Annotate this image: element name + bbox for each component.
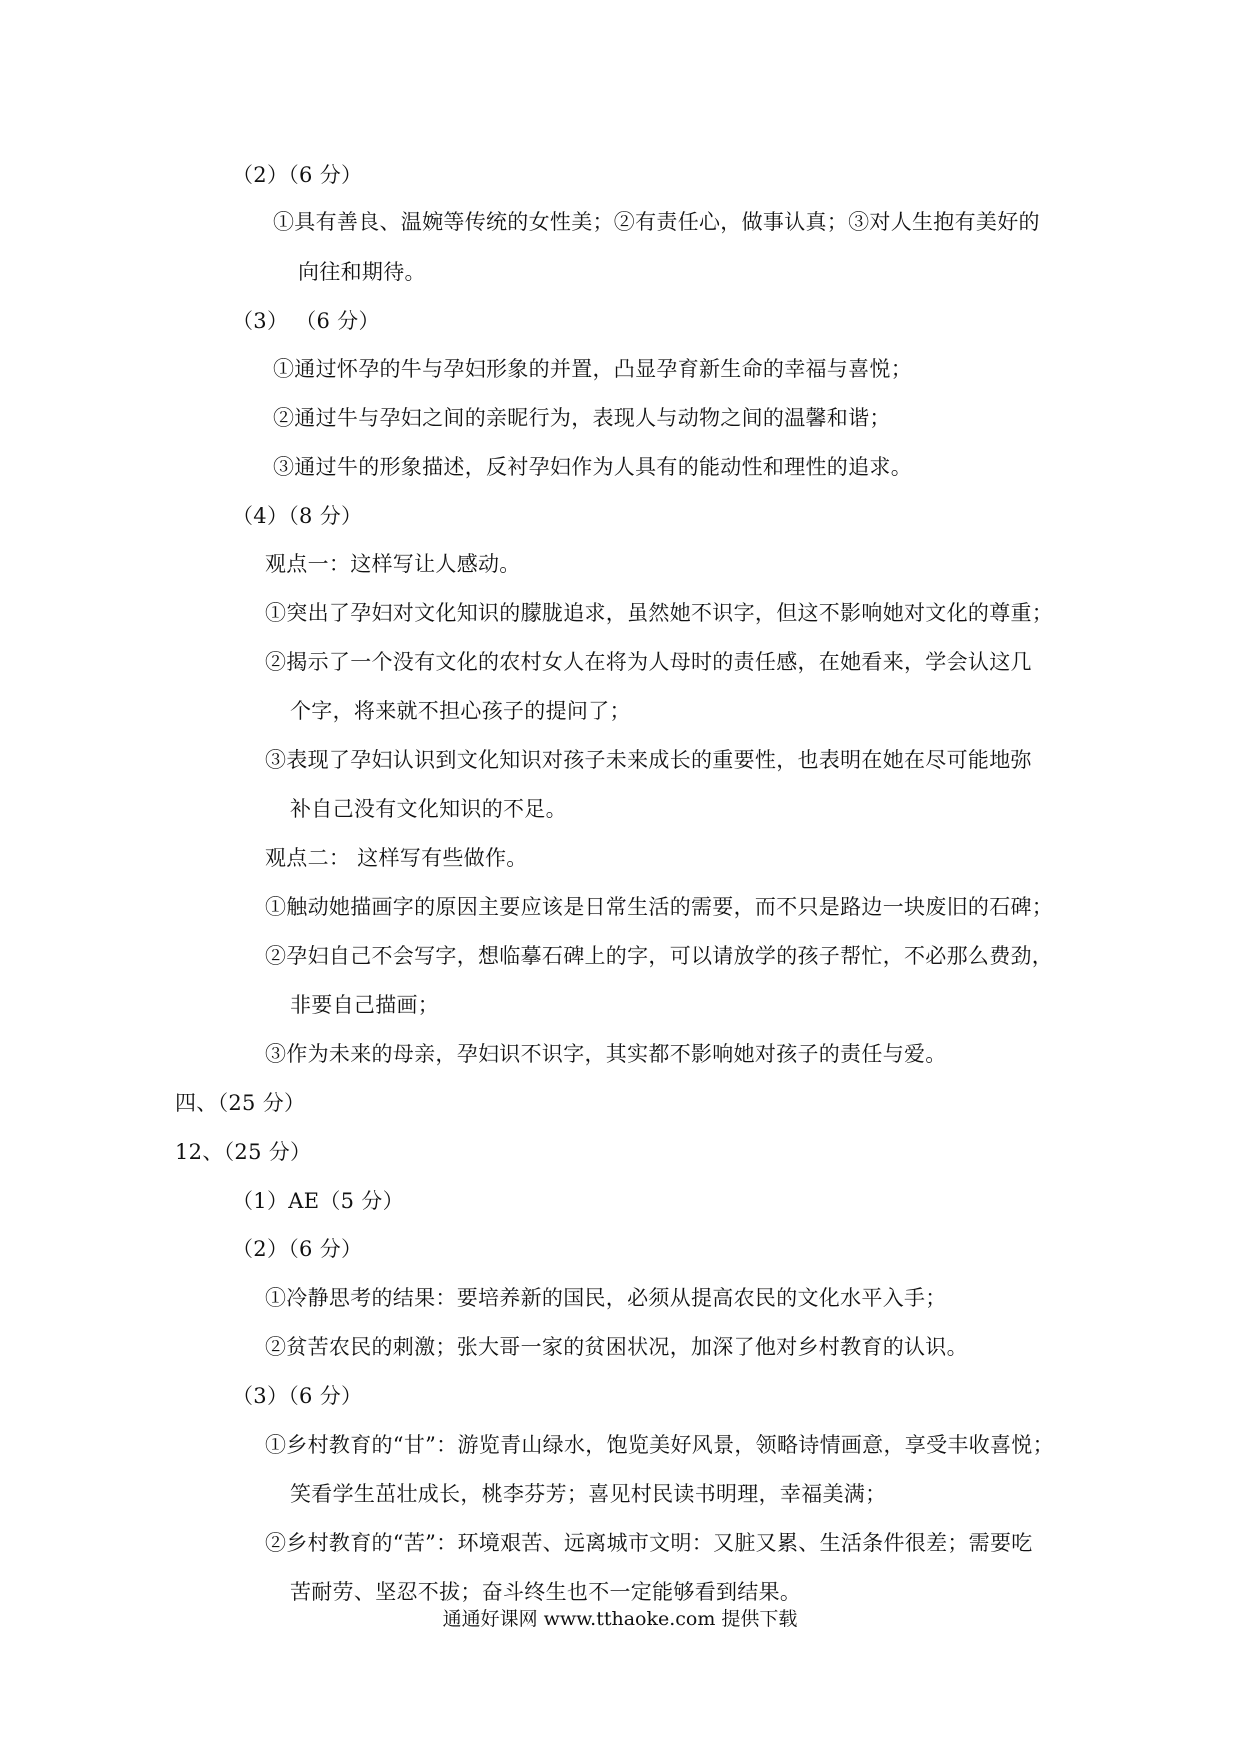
section-header: 四、（25 分） [175,1091,306,1115]
viewpoint-answer-line: ③表现了孕妇认识到文化知识对孩子未来成长的重要性，也表明在她在尽可能地弥 [265,748,1032,772]
viewpoint-answer-line: ①突出了孕妇对文化知识的朦胧追求，虽然她不识字，但这不影响她对文化的尊重； [265,601,1054,625]
q4-header: （4）（8 分） [232,504,363,528]
q12-answer-line: 苦耐劳、坚忍不拔；奋斗终生也不一定能够看到结果。 [290,1580,802,1604]
q2-answer-line: 向往和期待。 [298,260,426,284]
viewpoint-answer-line: 非要自己描画； [290,993,440,1017]
q2-answer-line: ①具有善良、温婉等传统的女性美；②有责任心，做事认真；③对人生抱有美好的 [273,210,1040,234]
q12-part3-header: （3）（6 分） [232,1384,363,1408]
page-footer: 通通好课网 www.tthaoke.com 提供下载 [442,1608,798,1630]
q12-part1: （1）AE（5 分） [232,1189,404,1213]
q3-header: （3） （6 分） [232,309,380,333]
q3-answer-line: ①通过怀孕的牛与孕妇形象的并置，凸显孕育新生命的幸福与喜悦； [273,357,912,381]
viewpoint-answer-line: ①触动她描画字的原因主要应该是日常生活的需要，而不只是路边一块废旧的石碑； [265,895,1054,919]
q12-answer-line: ②贫苦农民的刺激；张大哥一家的贫困状况，加深了他对乡村教育的认识。 [265,1335,968,1359]
q12-answer-line: 笑看学生茁壮成长，桃李芬芳；喜见村民读书明理，幸福美满； [290,1482,887,1506]
viewpoint-heading: 观点一：这样写让人感动。 [265,552,521,576]
question-header: 12、（25 分） [175,1140,312,1164]
viewpoint-answer-line: 补自己没有文化知识的不足。 [290,797,567,821]
q2-header: （2）（6 分） [232,163,363,187]
q3-answer-line: ②通过牛与孕妇之间的亲昵行为，表现人与动物之间的温馨和谐； [273,406,891,430]
viewpoint-answer-line: ②揭示了一个没有文化的农村女人在将为人母时的责任感，在她看来，学会认这几 [265,650,1032,674]
viewpoint-answer-line: 个字，将来就不担心孩子的提问了； [290,699,631,723]
viewpoint-heading: 观点二： 这样写有些做作。 [265,846,528,870]
q12-answer-line: ②乡村教育的“苦”：环境艰苦、远离城市文明：又脏又累、生活条件很差；需要吃 [265,1531,1033,1555]
q3-answer-line: ③通过牛的形象描述，反衬孕妇作为人具有的能动性和理性的追求。 [273,455,912,479]
viewpoint-answer-line: ③作为未来的母亲，孕妇识不识字，其实都不影响她对孩子的责任与爱。 [265,1042,947,1066]
q12-answer-line: ①冷静思考的结果：要培养新的国民，必须从提高农民的文化水平入手； [265,1286,947,1310]
viewpoint-answer-line: ②孕妇自己不会写字，想临摹石碑上的字，可以请放学的孩子帮忙，不必那么费劲， [265,944,1054,968]
q12-part2-header: （2）（6 分） [232,1237,363,1261]
q12-answer-line: ①乡村教育的“甘”：游览青山绿水，饱览美好风景，领略诗情画意，享受丰收喜悦； [265,1433,1054,1457]
